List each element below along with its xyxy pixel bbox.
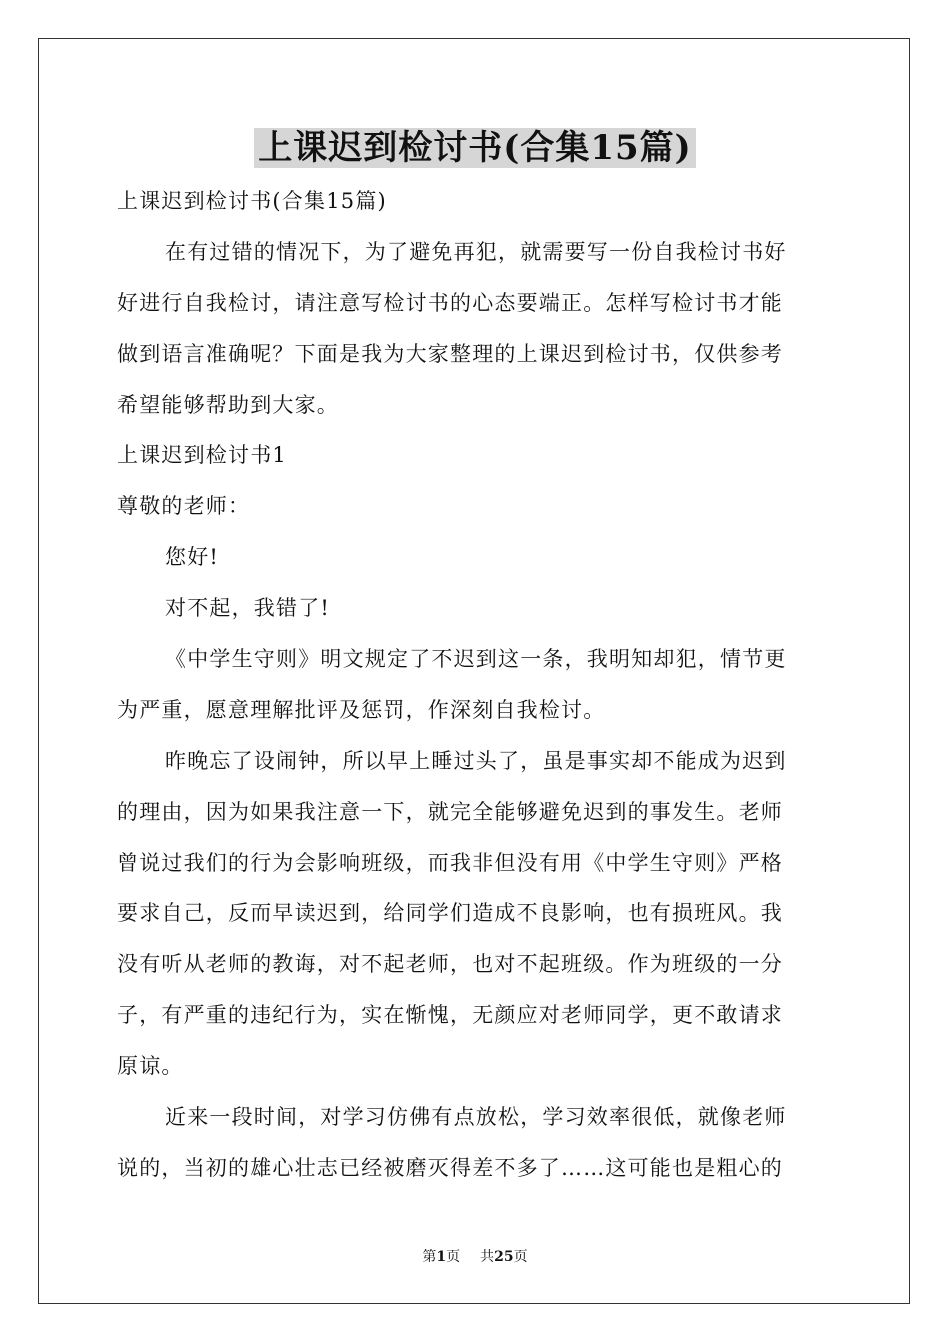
footer-total-pages: 25 <box>494 1249 514 1265</box>
footer-page-word: 页 <box>446 1249 461 1265</box>
footer-total-prefix: 共 <box>480 1249 495 1265</box>
text-line: 近来一段时间，对学习仿佛有点放松，学习效率很低，就像老师 <box>165 1105 787 1130</box>
text-line: 上课迟到检讨书(合集15篇) <box>117 189 387 213</box>
footer-current-page: 1 <box>436 1249 447 1265</box>
page-footer <box>0 1247 950 1267</box>
text-line: 对不起，我错了! <box>165 596 331 621</box>
text-line: 的理由，因为如果我注意一下，就完全能够避免迟到的事发生。老师 <box>117 799 783 824</box>
text-line: 做到语言准确呢？下面是我为大家整理的上课迟到检讨书，仅供参考 <box>117 341 783 366</box>
text-line: 要求自己，反而早读迟到，给同学们造成不良影响，也有损班风。我 <box>117 901 783 926</box>
text-line: 上课迟到检讨书1 <box>117 443 287 468</box>
footer-prefix: 第 <box>422 1249 437 1265</box>
text-line: 在有过错的情况下，为了避免再犯，就需要写一份自我检讨书好 <box>165 239 787 264</box>
text-line: 您好! <box>165 545 220 570</box>
text-line: 好进行自我检讨，请注意写检讨书的心态要端正。怎样写检讨书才能 <box>117 290 783 315</box>
text-line: 昨晚忘了设闹钟，所以早上睡过头了，虽是事实却不能成为迟到 <box>165 748 787 773</box>
text-line: 子，有严重的违纪行为，实在惭愧，无颜应对老师同学，更不敢请求 <box>117 1003 783 1028</box>
text-line: 原谅。 <box>117 1054 184 1079</box>
text-line: 尊敬的老师： <box>117 494 251 519</box>
document-body <box>117 176 833 1194</box>
text-line: 为严重，愿意理解批评及惩罚，作深刻自我检讨。 <box>117 697 606 722</box>
text-line: 曾说过我们的行为会影响班级，而我非但没有用《中学生守则》严格 <box>117 850 783 875</box>
document-title <box>0 124 950 172</box>
document-title-text: 上课迟到检讨书(合集15篇) <box>254 128 696 168</box>
text-line: 说的，当初的雄心壮志已经被磨灭得差不多了……这可能也是粗心的 <box>117 1155 783 1180</box>
footer-total-suffix: 页 <box>513 1249 528 1265</box>
text-line: 《中学生守则》明文规定了不迟到这一条，我明知却犯，情节更 <box>165 647 787 672</box>
text-line: 希望能够帮助到大家。 <box>117 392 339 417</box>
text-line: 没有听从老师的教诲，对不起老师，也对不起班级。作为班级的一分 <box>117 952 783 977</box>
